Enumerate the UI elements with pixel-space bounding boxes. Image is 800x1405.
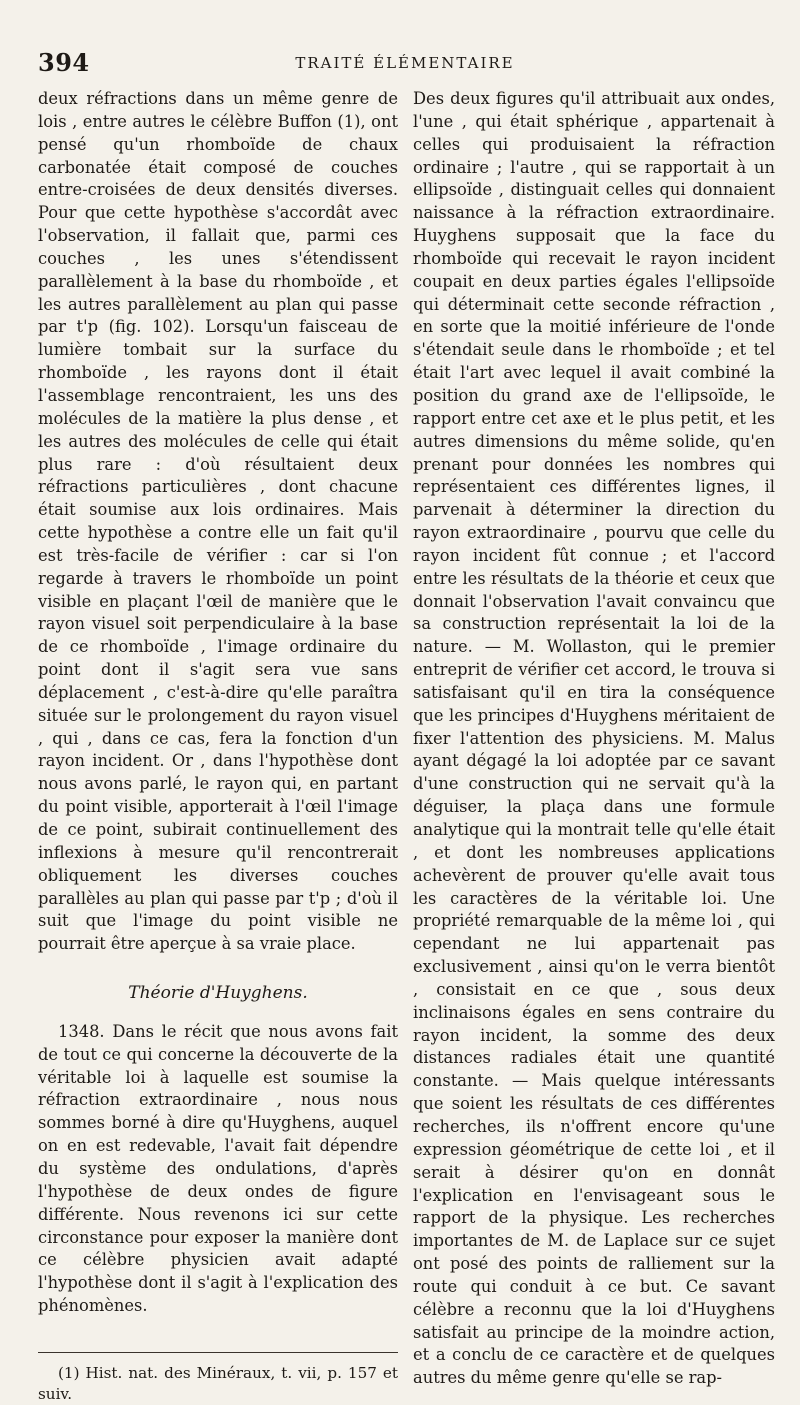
paragraph-1348: 1348. Dans le récit que nous avons fait de tout ce qui concerne la découverte de la véritable loi à laquelle est soumise la réfraction extraordinaire , nous nous sommes borné à dire qu'Huyghens, auquel on en est redevable, l'avait fait dépendre du système des ondulations, d'après l'hypothèse de deux ondes de figure différente. Nous revenons ici sur cette circonstance pour exposer la manière dont ce célèbre physicien avait adapté l'hypothèse dont il s'agit à l'explication des phénomènes. bbox=[38, 1021, 398, 1316]
left-column bbox=[38, 88, 398, 1405]
paragraph-huyghens: Des deux figures qu'il attribuait aux ondes, l'une , qui était sphérique , appartenait à celles qui produisaient la réfraction ordinaire ; l'autre , qui se rapportait à un ellipsoïde , distinguait celles qui donnaient naissance à la réfraction extraordinaire. Huyghens supposait que la face du rhomboïde qui recevait le rayon incident coupait en deux parties égales l'ellipsoïde qui déterminait cette seconde réfraction , en sorte que la moitié inférieure de l'onde s'étendait seule dans le rhomboïde ; et tel était l'art avec lequel il avait combiné la position du grand axe de l'ellipsoïde, le rapport entre cet axe et le plus petit, et les autres dimensions du même solide, qu'en prenant pour données les nombres qui représentaient ces différentes lignes, il parvenait à déterminer la direction du rayon extraordinaire , pourvu que celle du rayon incident fût connue ; et l'accord entre les résultats de la théorie et ceux que donnait l'observation l'avait convaincu que sa construction représentait la loi de la nature. — M. Wollaston, qui le premier entreprit de vérifier cet accord, le trouva si satisfaisant qu'il en tira la conséquence que les principes d'Huyghens méritaient de fixer l'attention des physiciens. M. Malus ayant dégagé la loi adoptée par ce savant d'une construction qui ne servait qu'à la déguiser, la plaça dans une formule analytique qui la montrait telle qu'elle était , et dont les nombreuses applications achevèrent de prouver qu'elle avait tous les caractères de la véritable loi. Une propriété remarquable de la même loi , qui cependant ne lui appartenait pas exclusivement , ainsi qu'on le verra bientôt , consistait en ce que , sous deux inclinaisons égales en sens contraire du rayon incident, la somme des deux distances radiales était une quantité constante. — Mais quelque intéressants que soient les résultats de ces différentes recherches, ils n'offrent encore qu'une expression géométrique de cette loi , et il serait à désirer qu'on en donnât l'explication en l'envisageant sous le rapport de la physique. Les recherches importantes de M. de Laplace sur ce sujet ont posé des points de ralliement sur la route qui conduit à ce but. Ce savant célèbre a reconnu que la loi d'Huyghens satisfait au principe de la moindre action, et a conclu de ce caractère et de quelques autres du même genre qu'elle se rap- bbox=[413, 89, 775, 1388]
section-title: Théorie d'Huyghens. bbox=[128, 983, 308, 1004]
footnote: (1) Hist. nat. des Minéraux, t. vii, p. 157 et suiv. bbox=[38, 1363, 398, 1403]
page-number: 394 bbox=[38, 48, 90, 77]
running-title: TRAITÉ ÉLÉMENTAIRE bbox=[295, 54, 515, 72]
right-column bbox=[413, 88, 775, 1390]
running-head bbox=[38, 48, 772, 84]
footnote-rule bbox=[38, 1352, 398, 1353]
paragraph-continuation: deux réfractions dans un même genre de lois , entre autres le célèbre Buffon (1), ont pensé qu'un rhomboïde de chaux carbonatée était composé de couches entre-croisées de deux densités diverses. Pour que cette hypothèse s'accordât avec l'observation, il fallait que, parmi ces couches , les unes s'étendissent parallèlement à la base du rhomboïde , et les autres parallèlement au plan qui passe par t'p (fig. 102). Lorsqu'un faisceau de lumière tombait sur la surface du rhomboïde , les rayons dont il était l'assemblage rencontraient, les uns des molécules de la matière la plus dense , et les autres des molécules de celle qui était plus rare : d'où résultaient deux réfractions particulières , dont chacune était soumise aux lois ordinaires. Mais cette hypothèse a contre elle un fait qu'il est très-facile de vérifier : car si l'on regarde à travers le rhomboïde un point visible en plaçant l'œil de manière que le rayon visuel soit perpendiculaire à la base de ce rhomboïde , l'image ordinaire du point dont il s'agit sera vue sans déplacement , c'est-à-dire qu'elle paraîtra située sur le prolongement du rayon visuel , qui , dans ce cas, fera la fonction d'un rayon incident. Or , dans l'hypothèse dont nous avons parlé, le rayon qui, en partant du point visible, apporterait à l'œil l'image de ce point, subirait continuellement des inflexions à mesure qu'il rencontrerait obliquement les diverses couches parallèles au plan qui passe par t'p ; d'où il suit que l'image du point visible ne pourrait être aperçue à sa vraie place. bbox=[38, 89, 398, 954]
